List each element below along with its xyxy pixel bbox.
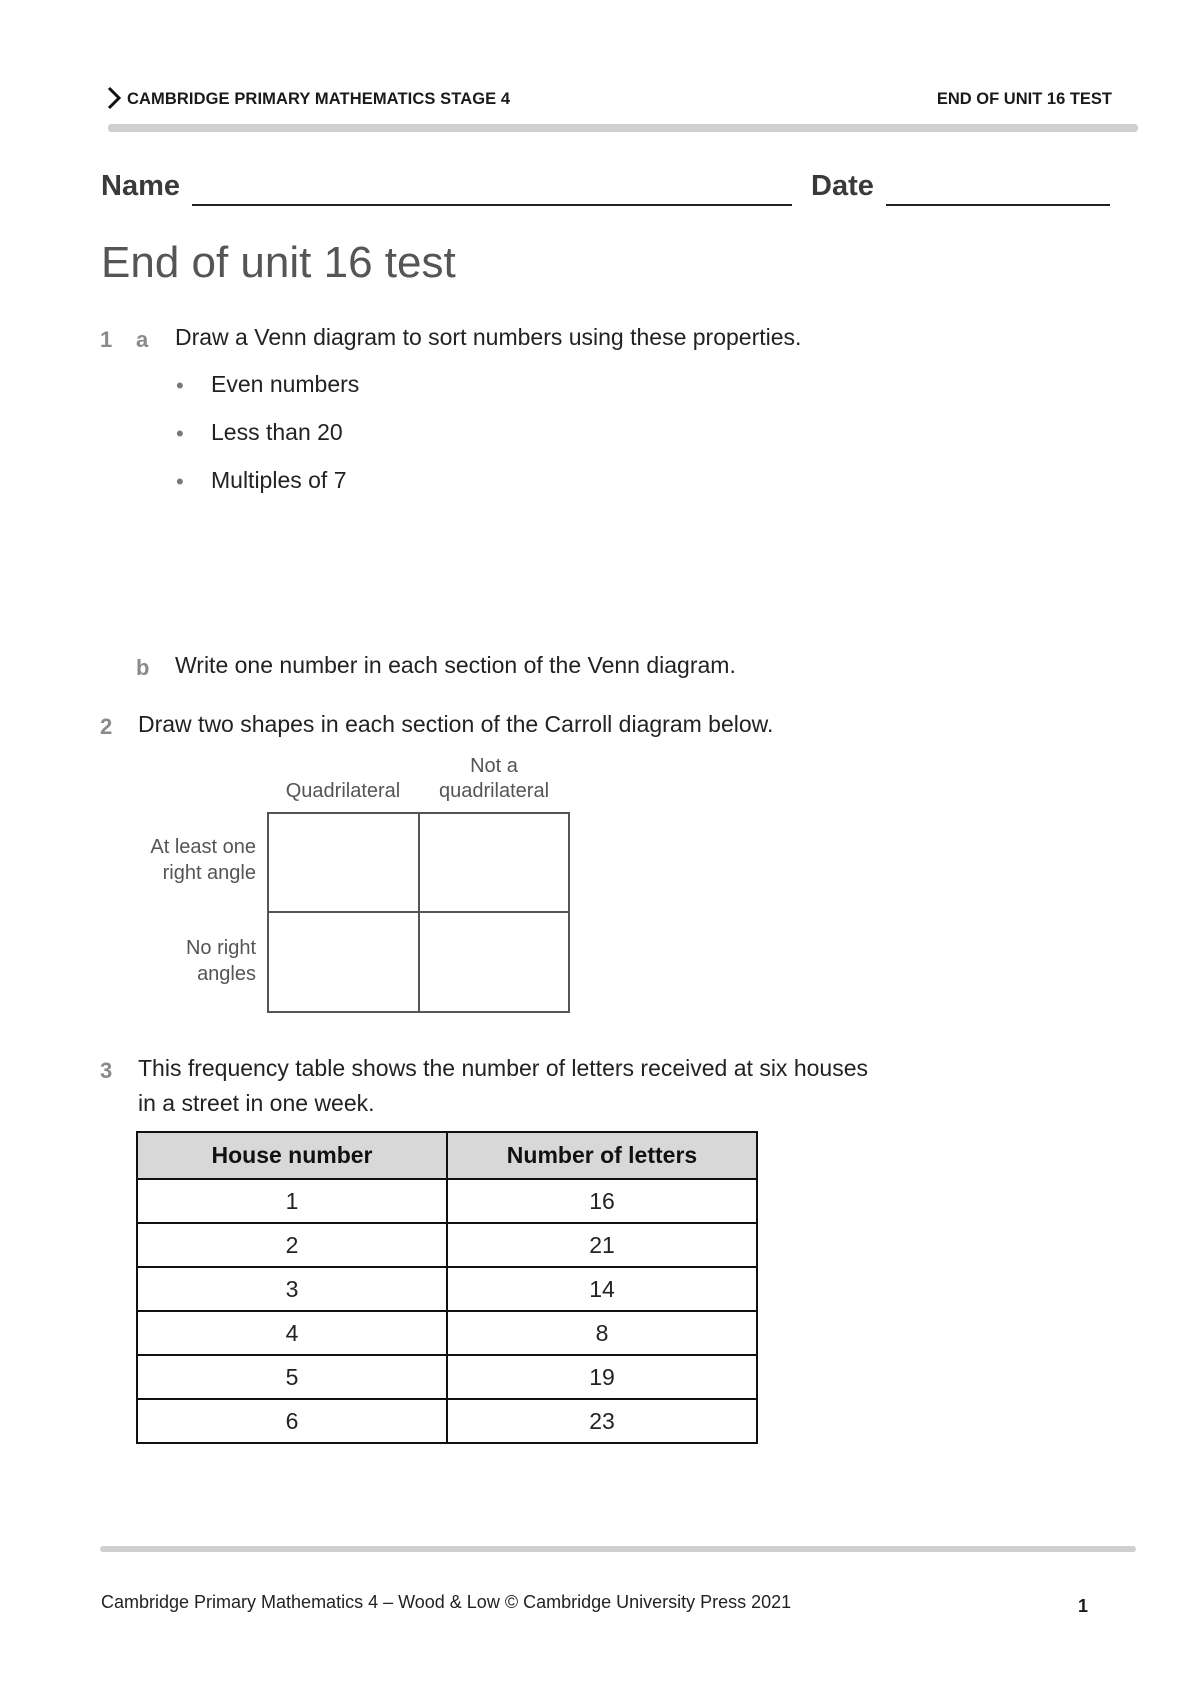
- column-header-number-of-letters: Number of letters: [447, 1132, 757, 1179]
- table-row: [137, 1311, 757, 1355]
- date-field[interactable]: [886, 204, 1110, 206]
- table-row: [137, 1355, 757, 1399]
- carroll-cell[interactable]: [269, 814, 418, 911]
- carroll-row-header-right-angle: At least one right angle: [150, 836, 256, 884]
- letters-cell: 16: [447, 1179, 757, 1223]
- footer-copyright: Cambridge Primary Mathematics 4 – Wood & Low © Cambridge University Press 2021: [101, 1592, 792, 1612]
- house-number-cell: 4: [137, 1311, 447, 1355]
- frequency-table: [136, 1131, 758, 1444]
- column-header-house-number: House number: [137, 1132, 447, 1179]
- table-row: [137, 1179, 757, 1223]
- carroll-col-header-quadrilateral: Quadrilateral: [285, 780, 401, 802]
- carroll-cell[interactable]: [420, 913, 568, 1011]
- house-number-cell: 1: [137, 1179, 447, 1223]
- property-item: Less than 20: [211, 419, 343, 445]
- table-row: [137, 1399, 757, 1443]
- letters-cell: 14: [447, 1267, 757, 1311]
- letters-cell: 21: [447, 1223, 757, 1267]
- letters-cell: 19: [447, 1355, 757, 1399]
- date-label: Date: [811, 170, 874, 202]
- question-2-text: Draw two shapes in each section of the Carroll diagram below.: [138, 711, 774, 737]
- house-number-cell: 2: [137, 1223, 447, 1267]
- header-series-title: CAMBRIDGE PRIMARY MATHEMATICS STAGE 4: [127, 90, 511, 108]
- header-test-title: END OF UNIT 16 TEST: [936, 90, 1112, 108]
- carroll-cell[interactable]: [269, 913, 418, 1011]
- carroll-row-header-no-right-angle: No right angles: [185, 937, 256, 985]
- page-title: End of unit 16 test: [101, 238, 456, 287]
- question-3-text: This frequency table shows the number of letters received at six houses: [138, 1055, 868, 1081]
- question-3-number: 3: [100, 1058, 113, 1083]
- bullet-icon: •: [176, 373, 184, 398]
- page-number: 1: [1077, 1596, 1088, 1616]
- house-number-cell: 6: [137, 1399, 447, 1443]
- house-number-cell: 3: [137, 1267, 447, 1311]
- question-2-number: 2: [100, 714, 113, 739]
- letters-cell: 8: [447, 1311, 757, 1355]
- property-item: Multiples of 7: [211, 467, 347, 493]
- chevron-right-icon: [104, 84, 124, 112]
- name-label: Name: [101, 170, 180, 202]
- carroll-col-header-not-quadrilateral: Not a quadrilateral: [438, 755, 550, 802]
- table-header-row: [137, 1132, 757, 1179]
- bullet-icon: •: [176, 421, 184, 446]
- property-item: Even numbers: [211, 371, 360, 397]
- bullet-icon: •: [176, 469, 184, 494]
- venn-answer-space[interactable]: [175, 505, 1075, 640]
- header-divider: [108, 124, 1138, 132]
- question-1a-label: a: [136, 327, 149, 352]
- question-1-number: 1: [100, 327, 113, 352]
- question-1a-text: Draw a Venn diagram to sort numbers using these properties.: [175, 324, 802, 350]
- letters-cell: 23: [447, 1399, 757, 1443]
- table-row: [137, 1267, 757, 1311]
- table-row: [137, 1223, 757, 1267]
- footer-divider: [100, 1546, 1136, 1552]
- question-3-text: in a street in one week.: [138, 1090, 375, 1116]
- question-1b-text: Write one number in each section of the Venn diagram.: [175, 652, 736, 678]
- name-field[interactable]: [192, 204, 792, 206]
- house-number-cell: 5: [137, 1355, 447, 1399]
- carroll-cell[interactable]: [420, 814, 568, 911]
- question-1b-label: b: [136, 655, 150, 680]
